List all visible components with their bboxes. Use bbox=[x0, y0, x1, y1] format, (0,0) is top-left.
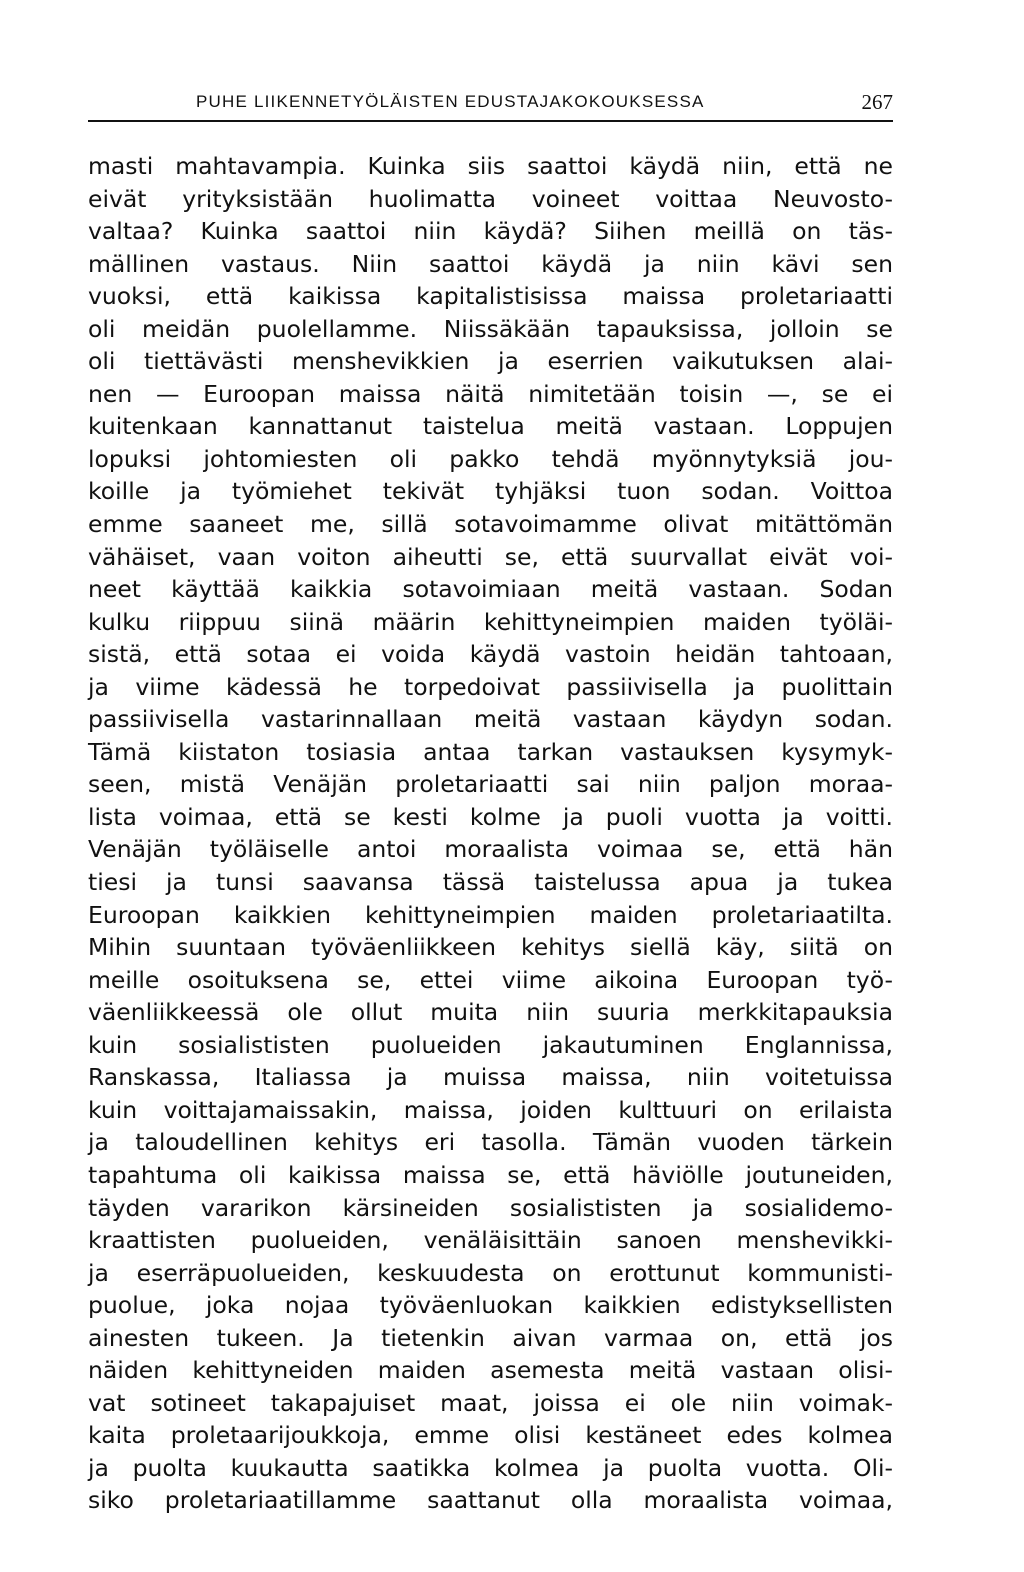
text-line: oli meidän puolellamme. Niissäkään tapauksissa, jolloin se bbox=[88, 314, 893, 343]
text-line: näiden kehittyneiden maiden asemesta meitä vastaan olisi- bbox=[88, 1356, 893, 1385]
text-line: eivät yrityksistään huolimatta voineet voittaa Neuvosto- bbox=[88, 184, 893, 213]
running-title: PUHE LIIKENNETYÖLÄISTEN EDUSTAJAKOKOUKSESSA bbox=[196, 92, 705, 111]
running-header bbox=[88, 88, 893, 122]
text-line: emme saaneet me, sillä sotavoimamme olivat mitättömän bbox=[88, 510, 893, 539]
text-line: kaita proletaarijoukkoja, emme olisi kestäneet edes kolmea bbox=[88, 1421, 893, 1450]
text-line: vat sotineet takapajuiset maat, joissa ei ole niin voimak- bbox=[88, 1388, 893, 1417]
text-line: oli tiettävästi menshevikkien ja eserrien vaikutuksen alai- bbox=[88, 347, 893, 376]
text-line: masti mahtavampia. Kuinka siis saattoi käydä niin, että ne bbox=[88, 152, 893, 180]
text-line: kraattisten puolueiden, venäläisittäin sanoen menshevikki- bbox=[88, 1226, 893, 1255]
text-line: neet käyttää kaikkia sotavoimiaan meitä vastaan. Sodan bbox=[88, 575, 893, 604]
text-line: tiesi ja tunsi saavansa tässä taistelussa apua ja tukea bbox=[88, 868, 893, 897]
text-line: kuin sosialististen puolueiden jakautuminen Englannissa, bbox=[88, 1030, 893, 1059]
text-line: ja puolta kuukautta saatikka kolmea ja puolta vuotta. Oli- bbox=[88, 1453, 893, 1482]
text-line: siko proletariaatillamme saattanut olla moraalista voimaa, bbox=[88, 1486, 893, 1515]
text-line: kulku riippuu siinä määrin kehittyneimpien maiden työläi- bbox=[88, 607, 893, 636]
text-line: Tämä kiistaton tosiasia antaa tarkan vastauksen kysymyk- bbox=[88, 737, 893, 766]
text-line: ja viime kädessä he torpedoivat passiivisella ja puolittain bbox=[88, 672, 893, 701]
text-line: kuitenkaan kannattanut taistelua meitä vastaan. Loppujen bbox=[88, 412, 893, 441]
text-line: meille osoituksena se, ettei viime aikoina Euroopan työ- bbox=[88, 965, 893, 994]
text-line: väenliikkeessä ole ollut muita niin suuria merkkitapauksia bbox=[88, 998, 893, 1027]
text-line: koille ja työmiehet tekivät tyhjäksi tuon sodan. Voittoa bbox=[88, 477, 893, 506]
text-line: täyden vararikon kärsineiden sosialististen ja sosialidemo- bbox=[88, 1193, 893, 1222]
text-line: passiivisella vastarinnallaan meitä vastaan käydyn sodan. bbox=[88, 705, 893, 734]
text-line: seen, mistä Venäjän proletariaatti sai niin paljon moraa- bbox=[88, 770, 893, 799]
text-line: ainesten tukeen. Ja tietenkin aivan varmaa on, että jos bbox=[88, 1323, 893, 1352]
text-line: puolue, joka nojaa työväenluokan kaikkien edistyksellisten bbox=[88, 1291, 893, 1320]
text-line: Ranskassa, Italiassa ja muissa maissa, niin voitetuissa bbox=[88, 1063, 893, 1092]
text-line: tapahtuma oli kaikissa maissa se, että häviölle joutuneiden, bbox=[88, 1160, 893, 1189]
text-line: Mihin suuntaan työväenliikkeen kehitys siellä käy, siitä on bbox=[88, 933, 893, 962]
text-line: sistä, että sotaa ei voida käydä vastoin heidän tahtoaan, bbox=[88, 640, 893, 669]
text-line: valtaa? Kuinka saattoi niin käydä? Siihen meillä on täs- bbox=[88, 217, 893, 246]
text-line: mällinen vastaus. Niin saattoi käydä ja niin kävi sen bbox=[88, 249, 893, 278]
text-line: kuin voittajamaissakin, maissa, joiden kulttuuri on erilaista bbox=[88, 1095, 893, 1124]
page-number: 267 bbox=[861, 90, 893, 114]
text-line: ja eserräpuolueiden, keskuudesta on erottunut kommunisti- bbox=[88, 1258, 893, 1287]
text-line: Venäjän työläiselle antoi moraalista voimaa se, että hän bbox=[88, 835, 893, 864]
text-line: ja taloudellinen kehitys eri tasolla. Tämän vuoden tärkein bbox=[88, 1128, 893, 1157]
text-line: lista voimaa, että se kesti kolme ja puoli vuotta ja voitti. bbox=[88, 802, 893, 831]
body-text bbox=[88, 150, 893, 1517]
text-line: vähäiset, vaan voiton aiheutti se, että suurvallat eivät voi- bbox=[88, 542, 893, 571]
text-line: nen — Euroopan maissa näitä nimitetään toisin —, se ei bbox=[88, 379, 893, 408]
text-line: lopuksi johtomiesten oli pakko tehdä myönnytyksiä jou- bbox=[88, 444, 893, 473]
text-line: Euroopan kaikkien kehittyneimpien maiden proletariaatilta. bbox=[88, 900, 893, 929]
text-line: vuoksi, että kaikissa kapitalistisissa maissa proletariaatti bbox=[88, 282, 893, 311]
